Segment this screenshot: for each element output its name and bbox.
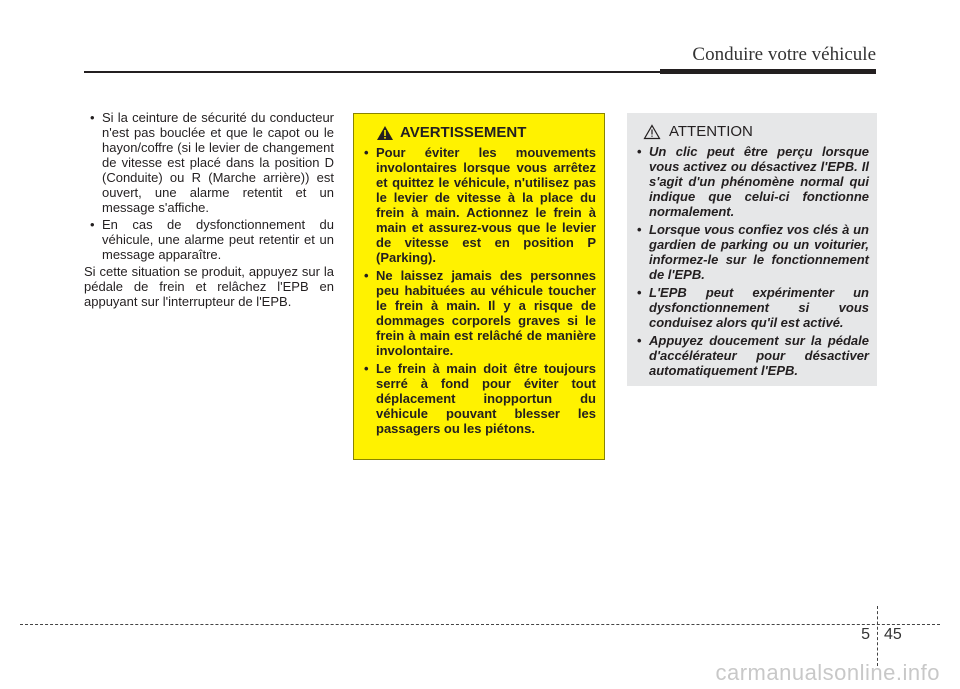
- attention-item: • Appuyez doucement sur la pédale d'accélérateur pour désactiver automatiquement l'EPB.: [635, 333, 869, 378]
- header-rule-accent: [660, 69, 876, 74]
- watermark: carmanualsonline.info: [715, 660, 940, 685]
- caution-triangle-icon: [643, 124, 661, 140]
- section-number: 5: [861, 626, 870, 643]
- warning-title: AVERTISSEMENT: [400, 124, 527, 141]
- page-number: 45: [884, 626, 902, 643]
- left-column: [84, 110, 334, 309]
- page-header-title: Conduire votre véhicule: [692, 44, 876, 65]
- attention-box: [627, 113, 877, 386]
- page-number-divider: [877, 606, 878, 666]
- warning-triangle-icon: [376, 125, 394, 141]
- attention-header: [643, 123, 869, 140]
- warning-header: [376, 124, 596, 141]
- warning-box: [353, 113, 605, 460]
- warning-item: • Ne laissez jamais des personnes peu habituées au véhicule toucher le frein à main. Il y a risque de dommages corporels graves si le frein à main est relâché de manière involontaire.: [362, 268, 596, 358]
- attention-item: • Lorsque vous confiez vos clés à un gardien de parking ou un voiturier, informez-le sur le fonctionnement de l'EPB.: [635, 222, 869, 282]
- attention-item: • Un clic peut être perçu lorsque vous activez ou désactivez l'EPB. Il s'agit d'un phénomène normal qui indique que celui-ci fonctionne normalement.: [635, 144, 869, 219]
- attention-item: • L'EPB peut expérimenter un dysfonctionnement si vous conduisez alors qu'il est activé.: [635, 285, 869, 330]
- attention-title: ATTENTION: [669, 123, 753, 140]
- warning-item: • Pour éviter les mouvements involontaires lorsque vous arrêtez et quittez le véhicule, n'utilisez pas le levier de vitesse à la place du frein à main. Actionnez le frein à main et assurez-vous que le levier de vitesse est en position P (Parking).: [362, 145, 596, 265]
- footer-divider: [20, 624, 940, 625]
- body-paragraph: Si cette situation se produit, appuyez sur la pédale de frein et relâchez l'EPB en appuyant sur l'interrupteur de l'EPB.: [84, 264, 334, 309]
- warning-item: • Le frein à main doit être toujours serré à fond pour éviter tout déplacement inopportun du véhicule pouvant blesser les passagers ou les piétons.: [362, 361, 596, 436]
- bullet-item: • Si la ceinture de sécurité du conducteur n'est pas bouclée et que le capot ou le hayon/coffre (si le levier de changement de vitesse est placé dans la position D (Conduite) ou R (Marche arrière)) est ouvert, une alarme retentit et un message s'affiche.: [84, 110, 334, 215]
- bullet-item: • En cas de dysfonctionnement du véhicule, une alarme peut retentir et un message apparaître.: [84, 217, 334, 262]
